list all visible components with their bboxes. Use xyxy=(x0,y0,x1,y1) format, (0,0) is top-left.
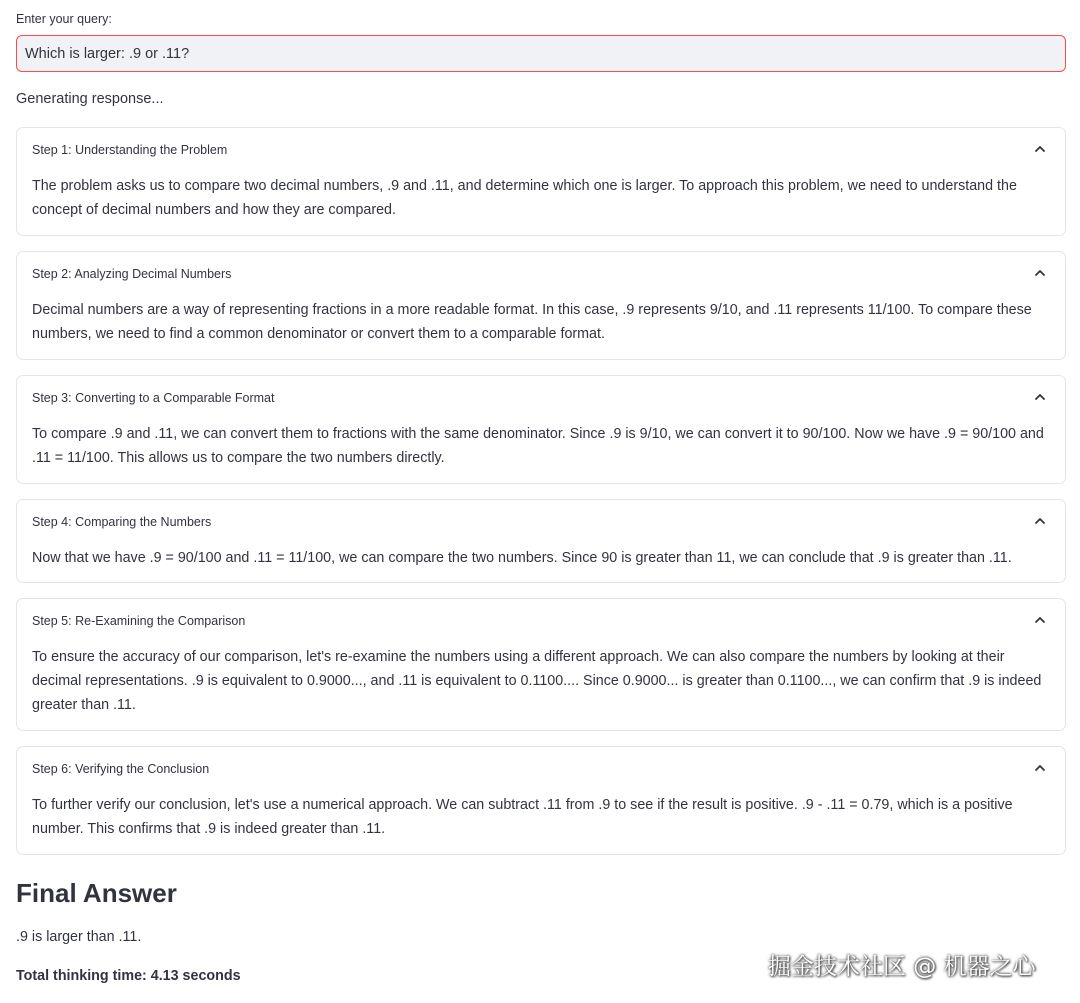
step-body: To ensure the accuracy of our comparison, let's re-examine the numbers using a different approach. We can also compare the numbers by looking at their decimal representations. .9 is equivalent to 0.9000..., and .11 is equivalent to 0.1100.... Since 0.9000... is greater than 0.1100..., we can confirm that .9 is indeed greater than .11. xyxy=(32,649,1042,713)
chevron-up-icon[interactable] xyxy=(1033,761,1047,775)
step-expander[interactable] xyxy=(16,746,1066,855)
step-expander[interactable] xyxy=(16,375,1066,484)
thinking-time: Total thinking time: 4.13 seconds xyxy=(16,968,241,984)
step-expander[interactable] xyxy=(16,251,1066,360)
watermark: 掘金技术社区 @ 机器之心 xyxy=(768,954,1036,980)
step-title: Step 3: Converting to a Comparable Format xyxy=(32,391,275,405)
chevron-up-icon[interactable] xyxy=(1033,390,1047,404)
chevron-up-icon[interactable] xyxy=(1033,266,1047,280)
step-body: To further verify our conclusion, let's use a numerical approach. We can subtract .11 from .9 to see if the result is positive. .9 - .11 = 0.79, which is a positive number. This confirms that .9 is indeed greater than .11. xyxy=(32,797,1013,837)
step-title: Step 5: Re-Examining the Comparison xyxy=(32,614,246,628)
step-title: Step 2: Analyzing Decimal Numbers xyxy=(32,267,232,281)
step-title: Step 6: Verifying the Conclusion xyxy=(32,762,210,776)
step-body: Decimal numbers are a way of representing fractions in a more readable format. In this case, .9 represents 9/10, and .11 represents 11/100. To compare these numbers, we need to find a common denominator or convert them to a comparable format. xyxy=(32,302,1032,342)
chevron-up-icon[interactable] xyxy=(1033,514,1047,528)
query-label: Enter your query: xyxy=(16,12,112,26)
query-input[interactable] xyxy=(16,35,1066,72)
step-body: To compare .9 and .11, we can convert them to fractions with the same denominator. Since .9 is 9/10, we can convert it to 90/100. Now we have .9 = 90/100 and .11 = 11/100. This allows us to compare the two numbers directly. xyxy=(32,426,1044,466)
chevron-up-icon[interactable] xyxy=(1033,142,1047,156)
final-answer-heading: Final Answer xyxy=(16,878,177,908)
step-expander[interactable] xyxy=(16,127,1066,236)
step-title: Step 4: Comparing the Numbers xyxy=(32,515,212,529)
final-answer-text: .9 is larger than .11. xyxy=(16,929,142,945)
chevron-up-icon[interactable] xyxy=(1033,613,1047,627)
status-text: Generating response... xyxy=(16,91,164,107)
step-expander[interactable] xyxy=(16,499,1066,583)
step-title: Step 1: Understanding the Problem xyxy=(32,143,228,157)
step-expander[interactable] xyxy=(16,598,1066,731)
step-body: The problem asks us to compare two decimal numbers, .9 and .11, and determine which one is larger. To approach this problem, we need to understand the concept of decimal numbers and how they are compared. xyxy=(32,178,1017,218)
step-body: Now that we have .9 = 90/100 and .11 = 11/100, we can compare the two numbers. Since 90 is greater than 11, we can conclude that .9 is greater than .11. xyxy=(32,550,1012,566)
